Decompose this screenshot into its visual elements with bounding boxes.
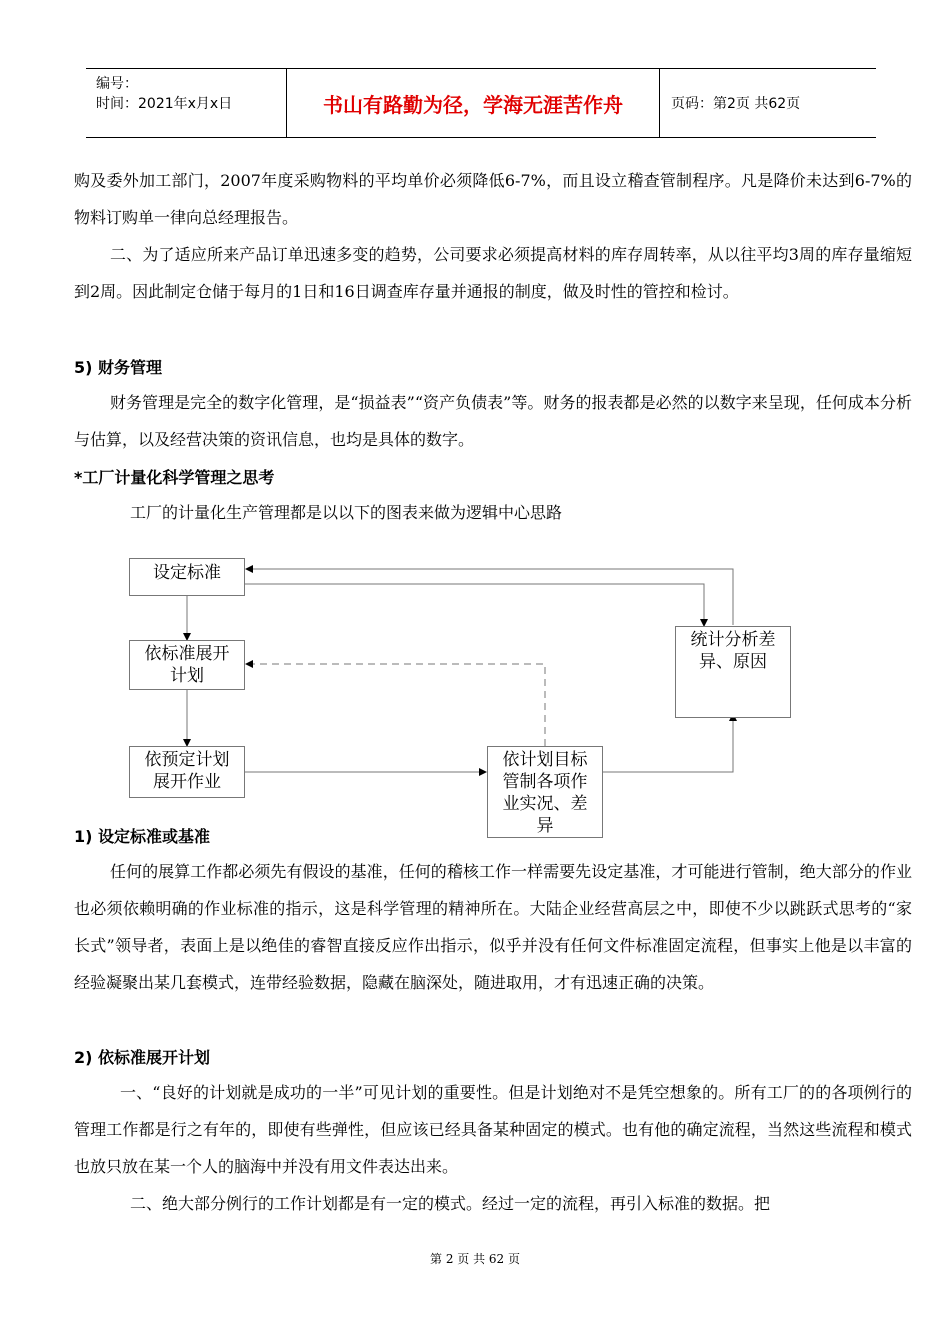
flow-box-control: 依计划目标管制各项作业实况、差异: [487, 746, 603, 838]
flow-box-analysis: 统计分析差异、原因: [675, 626, 791, 718]
slogan: 书山有路勤为径，学海无涯苦作舟: [323, 92, 623, 117]
arrow-control-to-plan-dashed: [246, 664, 545, 746]
paragraph-inventory: 二、为了适应所来产品订单迅速多变的趋势，公司要求必须提高材料的库存周转率，从以往平均3周的库存量缩短到2周。因此制定仓储于每月的1日和16日调查库存量并通报的制度，做及时性的管控和检讨。: [74, 245, 912, 301]
paragraph-purchasing: 购及委外加工部门，2007年度采购物料的平均单价必须降低6-7%，而且设立稽查管制程序。凡是降价未达到6-7%的物料订购单一律向总经理报告。: [74, 171, 912, 227]
page-info: 页码：第2页 共62页: [671, 96, 801, 112]
flow-box-set-standard: 设定标准: [129, 558, 245, 596]
page-footer: 第 2 页 共 62 页: [430, 1252, 520, 1266]
heading-plan-by-standard: 2) 依标准展开计划: [74, 1048, 211, 1067]
heading-quantified-management: *工厂计量化科学管理之思考: [74, 468, 275, 487]
paragraph-planning-1: 一、“良好的计划就是成功的一半”可见计划的重要性。但是计划绝对不是凭空想象的。所有工厂的的各项例行的管理工作都是行之有年的，即使有些弹性，但应该已经具备某种固定的模式。也有他的确定流程，当然这些流程和模式也放只放在某一个人的脑海中并没有用文件表达出来。: [74, 1083, 912, 1176]
paragraph-finance: 财务管理是完全的数字化管理，是“损益表”“资产负债表”等。财务的报表都是必然的以数字来呈现，任何成本分析与估算，以及经营决策的资讯信息，也均是具体的数字。: [74, 393, 912, 449]
flow-box-plan: 依标准展开计划: [129, 640, 245, 690]
paragraph-set-standard: 任何的展算工作都必须先有假设的基准，任何的稽核工作一样需要先设定基准，才可能进行管制，绝大部分的作业也必须依赖明确的作业标准的指示，这是科学管理的精神所在。大陆企业经营高层之中，即使不少以跳跃式思考的“家长式”领导者，表面上是以绝佳的睿智直接反应作出指示，似乎并没有任何文件标准固定流程，但事实上他是以丰富的经验凝聚出某几套模式，连带经验数据，隐藏在脑深处，随进取用，才有迅速正确的决策。: [74, 862, 912, 992]
flow-box-operation: 依预定计划展开作业: [129, 746, 245, 798]
number-label: 编号：: [96, 76, 138, 92]
arrow-control-to-analysis: [602, 714, 733, 772]
time-label: 时间：2021年x月x日: [96, 96, 233, 112]
heading-finance: 5) 财务管理: [74, 358, 163, 377]
paragraph-flow-intro: 工厂的计量化生产管理都是以以下的图表来做为逻辑中心思路: [130, 503, 563, 522]
heading-set-standard: 1) 设定标准或基准: [74, 827, 211, 846]
arrow-standard-to-analysis: [244, 584, 704, 626]
paragraph-planning-2: 二、绝大部分例行的工作计划都是有一定的模式。经过一定的流程，再引入标准的数据。把: [130, 1194, 771, 1213]
arrow-analysis-to-standard: [246, 569, 733, 625]
